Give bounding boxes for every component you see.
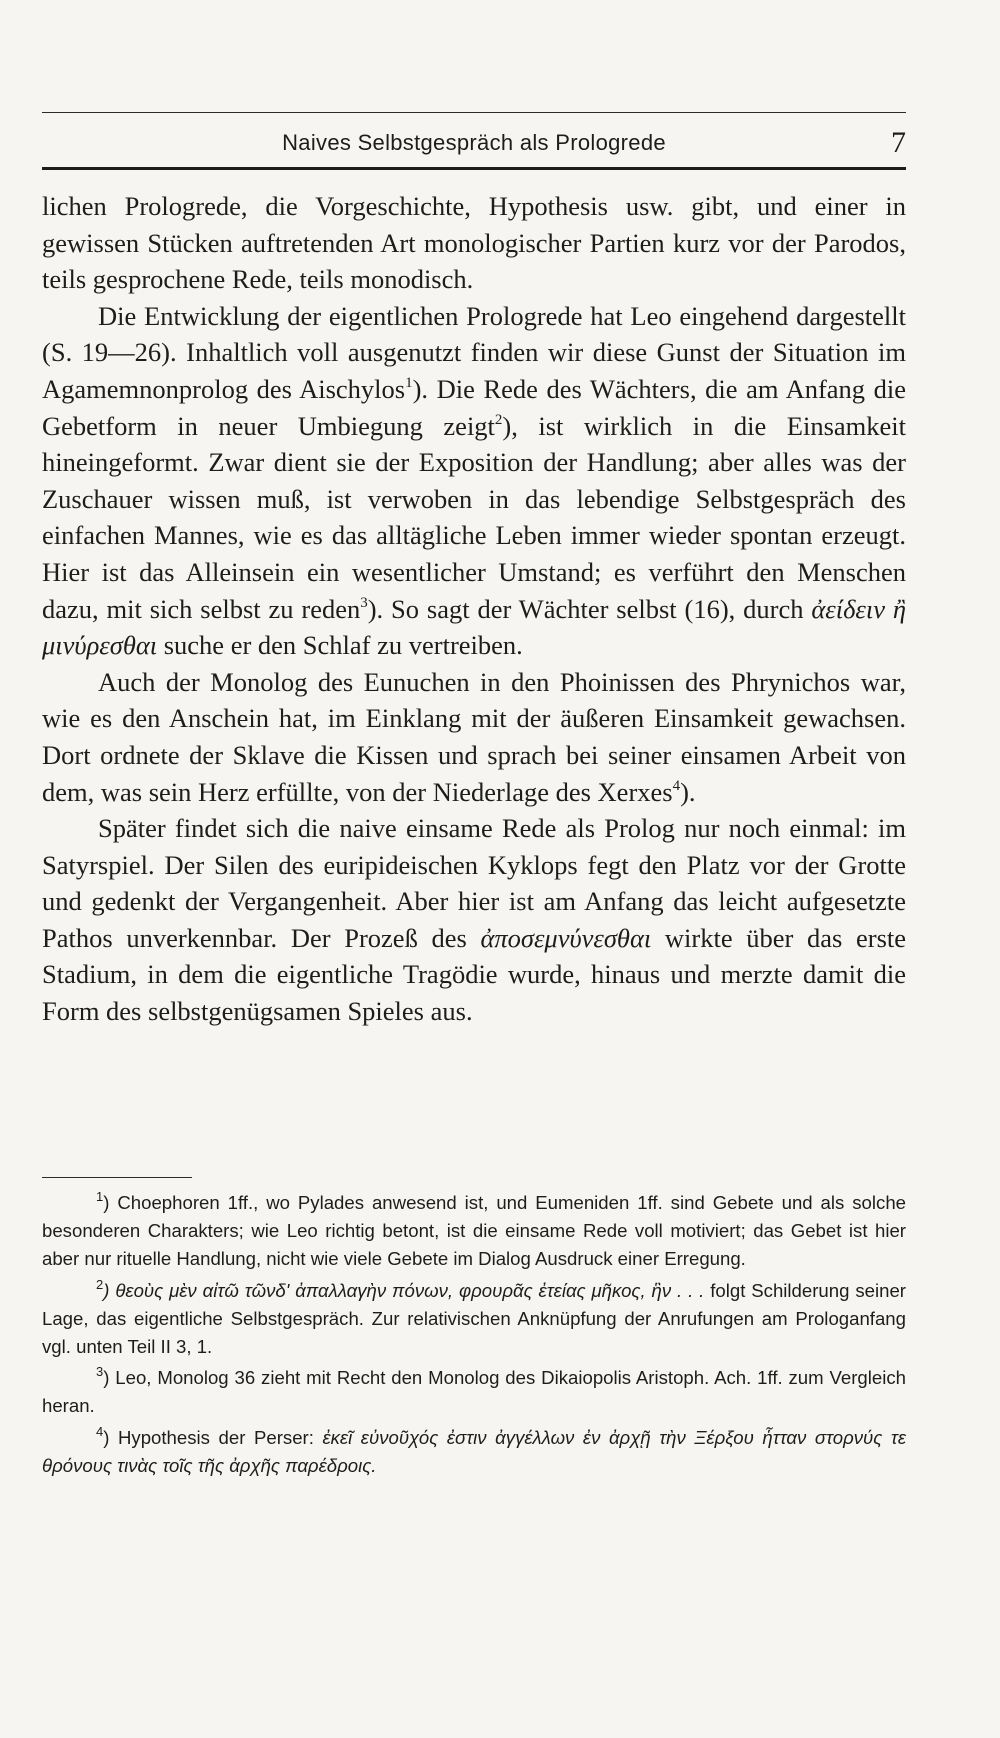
footnote-2-mark: 2 [96, 1276, 104, 1292]
footnotes [42, 1189, 906, 1483]
paragraph-3 [42, 664, 906, 810]
paragraph-2-text-a: Die Entwicklung der eigentlichen Prologrede hat Leo eingehend dargestellt (S. 19—26). Inhaltlich voll ausgenutzt finden wir diese Gunst der Situation im Agamemnonprolog des Aischylos [42, 300, 906, 404]
footnote-3-mark: 3 [96, 1364, 104, 1380]
running-title: Naives Selbstgespräch als Prologrede [282, 130, 666, 155]
footnote-4-greek: ἐκεῖ εὐνοῦχός ἐστιν ἀγγέλλων ἐν ἀρχῇ τὴν Ξέρξου ἧτταν στορνύς τε θρόνους τινὰς τοῖς τῆς ἀρχῆς παρέδροις. [42, 1426, 906, 1476]
paragraph-2-text-d: ). So sagt der Wächter selbst (16), durch [367, 593, 804, 624]
footnote-1 [42, 1189, 906, 1274]
greek-quote-1: ἀείδειν ἢ μινύρεσθαι [42, 593, 906, 661]
footnote-ref-1[interactable]: 1 [405, 374, 413, 391]
paragraph-2-text-c: ), ist wirklich in die Einsamkeit hineingeformt. Zwar dient sie der Exposition der Handlung; aber alles was der Zuschauer wissen muß, ist verwoben in das lebendige Selbstgespräch des einfachen Mannes, wie es das alltägliche Leben immer wieder spontan erzeugt. Hier ist das Alleinsein ein wesentlicher Umstand; es verführt den Menschen dazu, mit sich selbst zu reden [42, 410, 906, 624]
paragraph-4-text-a: Später findet sich die naive einsame Rede als Prolog nur noch einmal: im Satyrspiel. Der Silen des euripideischen Kyklops fegt den Platz vor der Grotte und gedenkt der Vergangenheit. Aber hier ist am Anfang das leicht aufgesetzte Pathos unverkennbar. Der Prozeß des [42, 813, 906, 953]
header-top-rule [42, 112, 906, 113]
paragraph-4-text-b: wirkte über das erste Stadium, in dem die eigentliche Tragödie wurde, hinaus und merzte damit die Form des selbstgenügsamen Spieles aus. [42, 922, 907, 1027]
footnote-4-text: ) Hypothesis der Perser: [103, 1426, 314, 1448]
footnote-3-text: ) Leo, Monolog 36 zieht mit Recht den Monolog des Dikaiopolis Aristoph. Ach. 1ff. zum Vergleich heran. [42, 1367, 906, 1417]
paragraph-2-text-b: ). Die Rede des Wächters, die am Anfang die Gebetform in neuer Umbiegung zeigt [42, 373, 906, 441]
footnote-2 [42, 1277, 906, 1362]
footnote-4-mark: 4 [96, 1423, 104, 1439]
header-bottom-rule [42, 167, 906, 170]
paragraph-1 [42, 188, 906, 298]
main-text [42, 188, 906, 1030]
paragraph-3-text-b: ). [680, 776, 696, 807]
footnote-ref-4[interactable]: 4 [672, 777, 681, 794]
paragraph-1-text: lichen Prologrede, die Vorgeschichte, Hypothesis usw. gibt, und einer in gewissen Stücken auftretenden Art monologischer Partien kurz vor der Parodos, teils gesprochene Rede, teils monodisch. [42, 191, 906, 295]
footnote-1-text: ) Choephoren 1ff., wo Pylades anwesend ist, und Eumeniden 1ff. sind Gebete und als solche besonderen Charakters; wie Leo richtig betont, ist die einsame Rede voll motiviert; das Gebet ist hier aber nur rituelle Handlung, nicht wie viele Gebete im Dialog Ausdruck einer Erregung. [42, 1192, 906, 1270]
page-number: 7 [891, 126, 906, 159]
footnote-3 [42, 1364, 906, 1420]
footnote-2-text: folgt Schilderung seiner Lage, das eigentliche Selbstgespräch. Zur relativischen Anknüpfung der Anrufungen am Prologanfang vgl. unten Teil II 3, 1. [42, 1279, 906, 1358]
footnote-ref-3[interactable]: 3 [360, 594, 368, 611]
footnote-1-mark: 1 [96, 1189, 104, 1204]
footnote-2-greek: ) θεοὺς μὲν αἰτῶ τῶνδ' ἀπαλλαγὴν πόνων, φρουρᾶς ἐτείας μῆκος, ἣν . . . [103, 1279, 705, 1301]
greek-quote-2: ἀποσεμνύνεσθαι [480, 922, 652, 953]
paragraph-2-text-e: suche er den Schlaf zu vertreiben. [163, 630, 523, 661]
paragraph-3-text-a: Auch der Monolog des Eunuchen in den Phoinissen des Phrynichos war, wie es den Anschein hat, im Einklang mit der äußeren Einsamkeit gewachsen. Dort ordnete der Sklave die Kissen und sprach bei seiner einsamen Arbeit von dem, was sein Herz erfüllte, von der Niederlage des Xerxes [42, 666, 906, 807]
footnote-4 [42, 1424, 906, 1480]
paragraph-4 [42, 810, 906, 1030]
paragraph-2 [42, 298, 906, 664]
footnote-ref-2[interactable]: 2 [494, 411, 503, 428]
running-header [42, 126, 906, 166]
footnote-separator [42, 1177, 192, 1178]
